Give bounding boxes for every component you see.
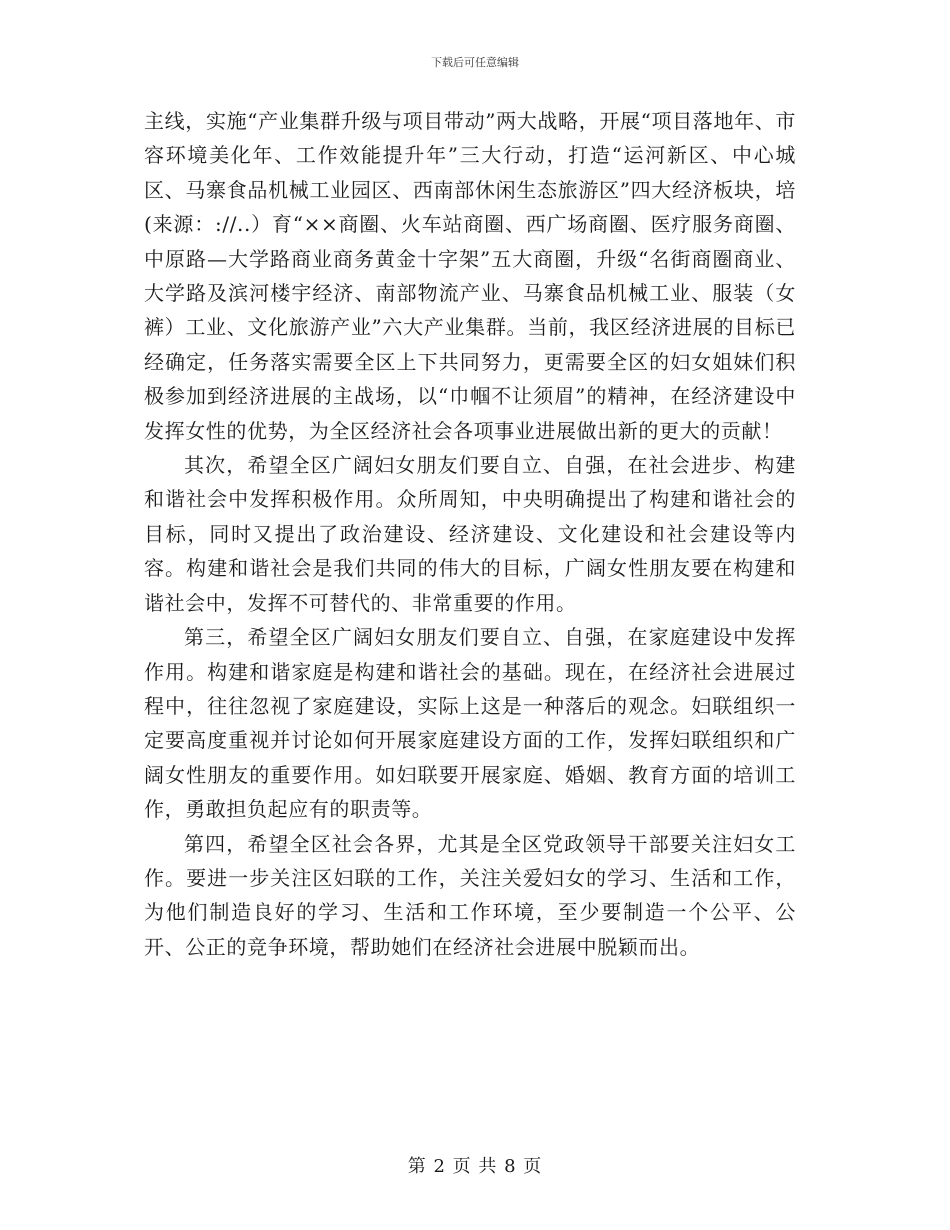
page-number: 第 2 页 共 8 页 bbox=[407, 1156, 543, 1177]
paragraph-main-line: 主线，实施“产业集群升级与项目带动”两大战略，开展“项目落地年、市容环境美化年、工作效能提升年”三大行动，打造“运河新区、中心城区、马寨食品机械工业园区、西南部休闲生态旅游区”四大经济板块，培(来源：://..）育“××商圈、火车站商圈、西广场商圈、医疗服务商圈、中原路—大学路商业商务黄金十字架”五大商圈，升级“名街商圈商业、大学路及滨河楼宇经济、南部物流产业、马寨食品机械工业、服装（女裤）工业、文化旅游产业”六大产业集群。当前，我区经济进展的目标已经确定，任务落实需要全区上下共同努力，更需要全区的妇女姐妹们积极参加到经济进展的主战场，以“巾帼不让须眉”的精神，在经济建设中发挥女性的优势，为全区经济社会各项事业进展做出新的更大的贡献！ bbox=[144, 109, 796, 443]
page-header-note: 下载后可任意编辑 bbox=[431, 56, 519, 69]
paragraph-third: 第三，希望全区广阔妇女朋友们要自立、自强，在家庭建设中发挥作用。构建和谐家庭是构建和谐社会的基础。现在，在经济社会进展过程中，往往忽视了家庭建设，实际上这是一种落后的观念。妇联组织一定要高度重视并讨论如何开展家庭建设方面的工作，发挥妇联组织和广阔女性朋友的重要作用。如妇联要开展家庭、婚姻、教育方面的培训工作，勇敢担负起应有的职责等。 bbox=[144, 625, 796, 822]
paragraph-second: 其次，希望全区广阔妇女朋友们要自立、自强，在社会进步、构建和谐社会中发挥积极作用。众所周知，中央明确提出了构建和谐社会的目标，同时又提出了政治建设、经济建设、文化建设和社会建设等内容。构建和谐社会是我们共同的伟大的目标，广阔女性朋友要在构建和谐社会中，发挥不可替代的、非常重要的作用。 bbox=[144, 453, 796, 615]
document-body bbox=[144, 104, 796, 964]
paragraph-fourth: 第四，希望全区社会各界，尤其是全区党政领导干部要关注妇女工作。要进一步关注区妇联的工作，关注关爱妇女的学习、生活和工作，为他们制造良好的学习、生活和工作环境，至少要制造一个公平、公开、公正的竞争环境，帮助她们在经济社会进展中脱颖而出。 bbox=[144, 831, 796, 959]
